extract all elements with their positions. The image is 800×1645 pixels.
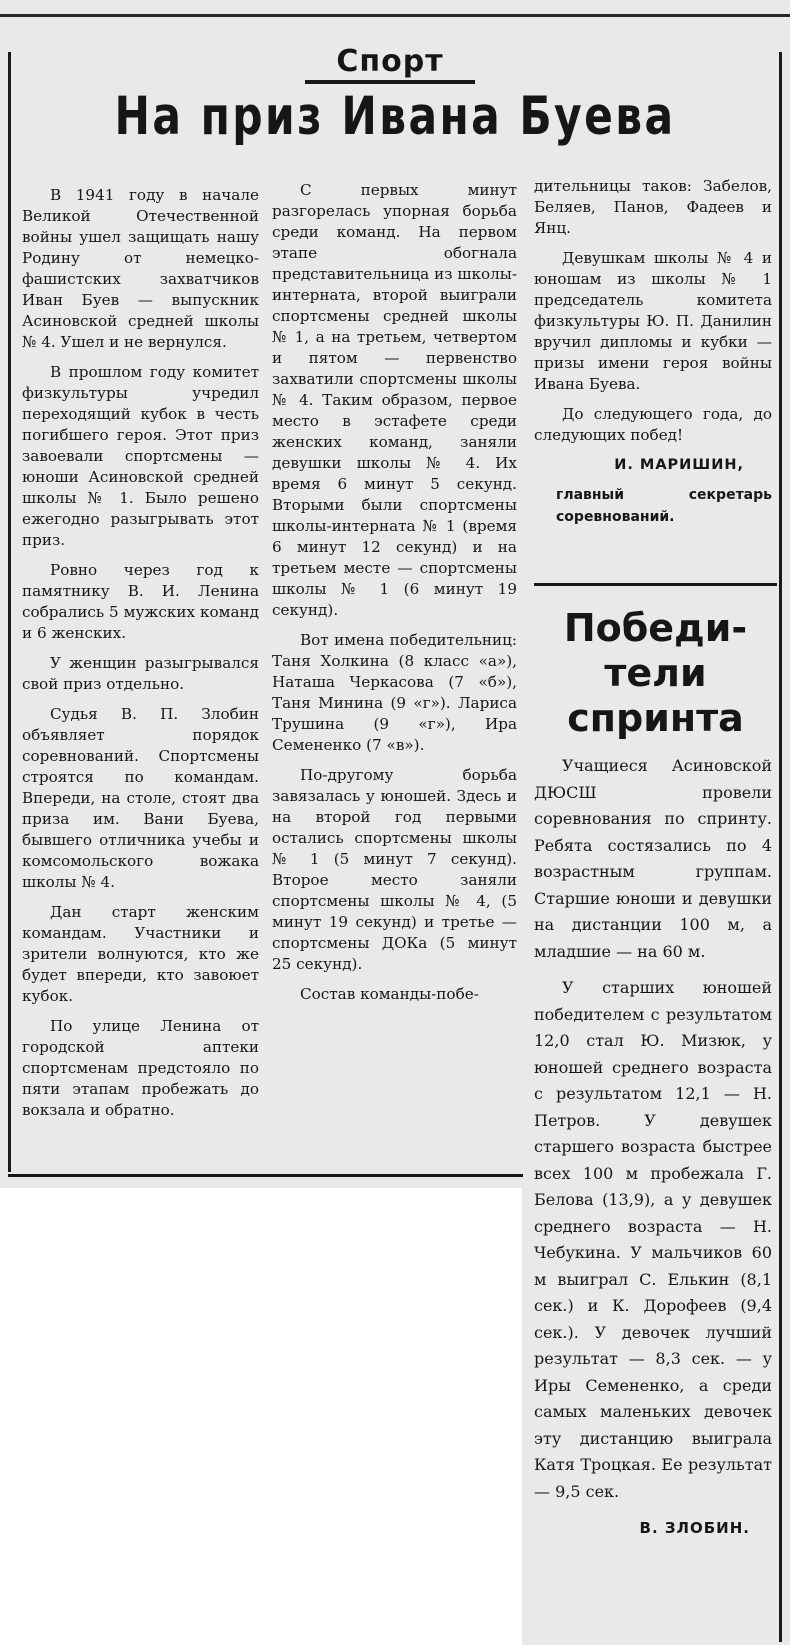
paragraph: Девушкам школы № 4 и юношам из школы № 1 председатель комитета физкультуры Ю. П. Данилин вручил дипломы и кубки — призы имени героя войны Ивана Буева. <box>534 249 772 393</box>
paragraph: Судья В. П. Злобин объявляет порядок соревнований. Спортсмены строятся по командам. Впереди, на столе, стоят два приза им. Вани Буева, бывшего отличника учебы и комсомольского вожака школы № 4. <box>22 705 259 891</box>
headline-line: Победи- <box>563 606 748 650</box>
second-article-headline <box>534 606 777 741</box>
headline-line: тели <box>604 651 707 695</box>
author-signature: В. ЗЛОБИН. <box>639 1519 750 1537</box>
paragraph: В прошлом году комитет физкультуры учредил переходящий кубок в честь погибшего героя. Этот приз завоевали спортсмены — юноши Асиновской средней школы № 1. Было решено ежегодно разыгрывать этот приз. <box>22 363 259 549</box>
paragraph: С первых минут разгорелась упорная борьба среди команд. На первом этапе обогнала представительница из школы-интерната, второй выиграли спортсмены средней школы № 1, а на третьем, четвертом и пятом — первенство захватили спортсмены школы № 4. Таким образом, первое место в эстафете среди женских команд, заняли девушки школы № 4. Их время 6 минут 5 секунд. Вторыми были спортсмены школы-интерната № 1 (время 6 минут 12 секунд) и на третьем месте — спортсмены школы № 1 (6 минут 19 секунд). <box>272 181 517 619</box>
bottom-border <box>8 1174 523 1177</box>
author-title: главный секретарь соревнований. <box>556 487 772 525</box>
paragraph: У женщин разыгрывался свой приз отдельно. <box>22 654 259 693</box>
paragraph: Состав команды-побе- <box>300 985 479 1003</box>
section-rubric: Спорт <box>336 44 444 79</box>
paragraph: В 1941 году в начале Великой Отечественной войны ушел защищать нашу Родину от немецко-фашистских захватчиков Иван Буев — выпускник Асиновской средней школы № 4. Ушел и не вернулся. <box>22 186 259 351</box>
article-column-3 <box>534 176 772 528</box>
paragraph: По улице Ленина от городской аптеки спортсменам предстояло по пяти этапам пробежать до вокзала и обратно. <box>22 1017 259 1119</box>
author-signature: И. МАРИШИН, <box>614 457 744 473</box>
paragraph: До следующего года, до следующих побед! <box>534 405 772 444</box>
second-article-body <box>534 753 772 1542</box>
paragraph: Вот имена победительниц: Таня Холкина (8 класс «а»), Наташа Черкасова (7 «б»), Таня Минина (9 «г»). Лариса Трушина (9 «г»), Ира Семененко (7 «в»). <box>272 631 517 754</box>
paragraph: У старших юношей победителем с результатом 12,0 стал Ю. Мизюк, у юношей среднего возраста с результатом 12,1 — Н. Петров. У девушек старшего возраста быстрее всех 100 м пробежала Г. Белова (13,9), а у девушек среднего возраста — Н. Чебукина. У мальчиков 60 м выиграл С. Елькин (8,1 сек.) и К. Дорофеев (9,4 сек.). У девочек лучший результат — 8,3 сек. — у Иры Семененко, а среди самых маленьких девочек эту дистанцию выиграла Катя Троцкая. Ее результат — 9,5 сек. <box>534 978 772 1501</box>
paragraph: Ровно через год к памятнику В. И. Ленина собрались 5 мужских команд и 6 женских. <box>22 561 259 642</box>
headline-line: спринта <box>567 696 744 740</box>
rubric-underline <box>305 80 475 84</box>
article-separator <box>534 583 777 586</box>
paragraph: По-другому борьба завязалась у юношей. Здесь и на второй год первыми остались спортсмены школы № 1 (5 минут 7 секунд). Второе место заняли спортсмены школы № 4, (5 минут 19 секунд) и третье — спортсмены ДОКа (5 минут 25 секунд). <box>272 766 517 973</box>
article-column-2 <box>272 180 517 1014</box>
paragraph: Учащиеся Асиновской ДЮСШ провели соревнования по спринту. Ребята состязались по 4 возрастным группам. Старшие юноши и девушки на дистанции 100 м, а младшие — на 60 м. <box>534 756 772 961</box>
top-rule <box>0 14 790 17</box>
article-headline: На приз Ивана Буева <box>114 86 676 147</box>
left-border <box>8 52 11 1172</box>
paragraph: Дан старт женским командам. Участники и зрители волнуются, кто же будет впереди, кто завоюет кубок. <box>22 903 259 1005</box>
article-column-1 <box>22 185 259 1130</box>
right-border <box>779 52 782 1642</box>
paragraph: дительницы таков: Забелов, Беляев, Панов, Фадеев и Янц. <box>534 177 772 237</box>
